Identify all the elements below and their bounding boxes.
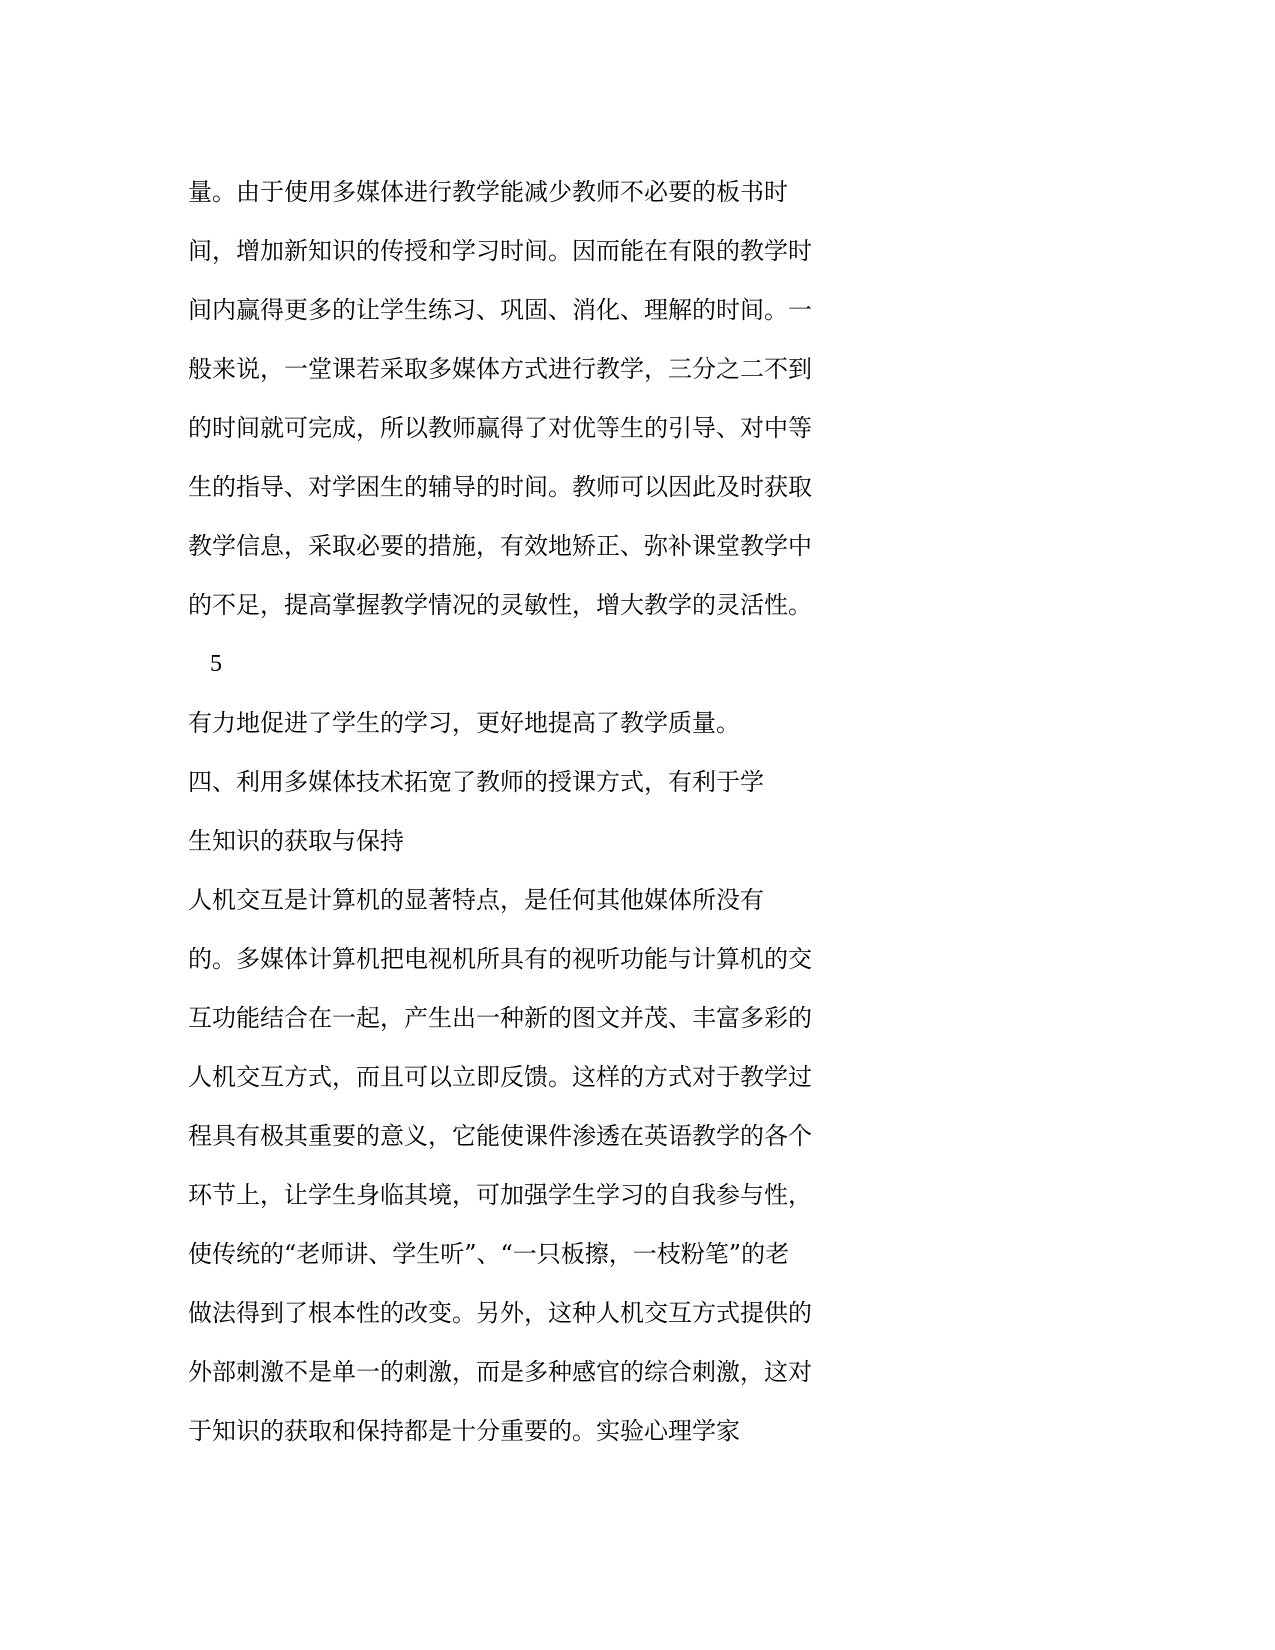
body-line: 环节上，让学生身临其境，可加强学生学习的自我参与性，: [188, 1181, 812, 1209]
section-heading-line: 四、利用多媒体技术拓宽了教师的授课方式，有利于学: [188, 768, 764, 796]
body-line: 于知识的获取和保持都是十分重要的。实验心理学家: [188, 1417, 740, 1445]
body-line: 外部刺激不是单一的刺激，而是多种感官的综合刺激，这对: [188, 1358, 812, 1386]
body-line: 生的指导、对学困生的辅导的时间。教师可以因此及时获取: [188, 473, 812, 501]
body-line: 间内赢得更多的让学生练习、巩固、消化、理解的时间。一: [188, 296, 812, 324]
body-line: 互功能结合在一起，产生出一种新的图文并茂、丰富多彩的: [188, 1004, 812, 1032]
body-line: 的不足，提高掌握教学情况的灵敏性，增大教学的灵活性。: [188, 591, 812, 619]
body-line: 有力地促进了学生的学习，更好地提高了教学质量。: [188, 709, 740, 737]
section-heading-line: 生知识的获取与保持: [188, 827, 404, 855]
body-line: 人机交互是计算机的显著特点，是任何其他媒体所没有: [188, 886, 764, 914]
body-line: 的时间就可完成，所以教师赢得了对优等生的引导、对中等: [188, 414, 812, 442]
body-line: 般来说，一堂课若采取多媒体方式进行教学，三分之二不到: [188, 355, 812, 383]
page-number: 5: [210, 651, 222, 677]
body-line: 间，增加新知识的传授和学习时间。因而能在有限的教学时: [188, 237, 812, 265]
body-line: 人机交互方式，而且可以立即反馈。这样的方式对于教学过: [188, 1063, 812, 1091]
body-line: 做法得到了根本性的改变。另外，这种人机交互方式提供的: [188, 1299, 812, 1327]
body-line: 程具有极其重要的意义，它能使课件渗透在英语教学的各个: [188, 1122, 812, 1150]
body-line: 的。多媒体计算机把电视机所具有的视听功能与计算机的交: [188, 945, 812, 973]
body-line: 量。由于使用多媒体进行教学能减少教师不必要的板书时: [188, 178, 788, 206]
body-line: 教学信息，采取必要的措施，有效地矫正、弥补课堂教学中: [188, 532, 812, 560]
body-line: 使传统的“老师讲、学生听”、“一只板擦，一枝粉笔”的老: [188, 1240, 790, 1268]
